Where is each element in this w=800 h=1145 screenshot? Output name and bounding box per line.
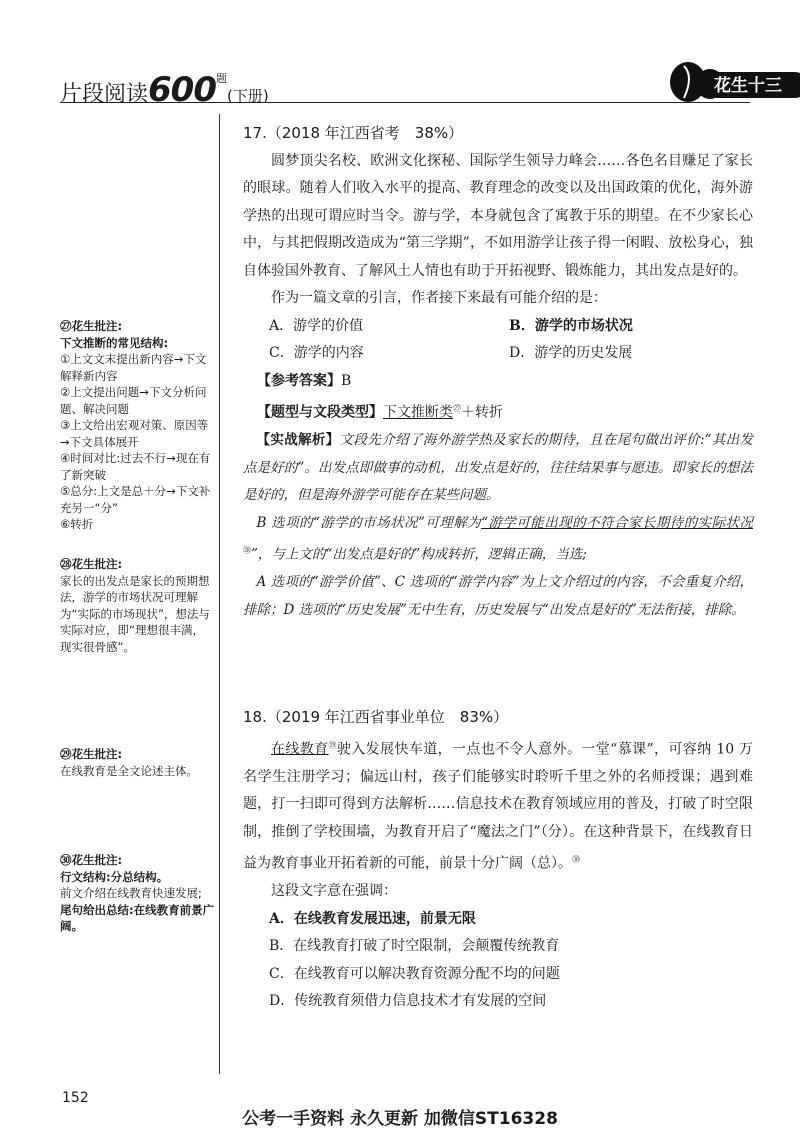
peanut-logo-icon	[660, 60, 800, 104]
side-note-30	[60, 852, 215, 935]
answer-line	[243, 368, 753, 396]
header-rule	[60, 102, 750, 103]
question-passage: 圆梦顶尖名校、欧洲文化探秘、国际学生领导力峰会……各色名目赚足了家长的眼球。随着人们收入水平的提高、教育理念的改变以及出国政策的优化，海外游学热的出现可谓应时当令。游与学，本身就包含了寓教于乐的期望。在不少家长心中，与其把假期改造成为“第三学期”，不如用游学让孩子得一闲暇、放松身心，独自体验国外教育、了解风土人情也有助于开拓视野、锻炼能力，其出发点是好的。	[243, 152, 753, 279]
question-heading: 17.（2018 年江西省考 38%）	[243, 124, 464, 142]
type-line	[243, 395, 753, 427]
question-18	[243, 704, 753, 1016]
analysis-3: A 选项的“游学价值”、C 选项的“游学内容”为上文介绍过的内容，不会重复介绍，排除；D 选项的“历史发展”无中生有，历史发展与“出发点是好的”无法衔接，排除。	[243, 574, 753, 618]
option-c: C．游学的内容	[269, 345, 364, 361]
option-a: A．游学的价值	[269, 317, 364, 334]
note-line: 行文结构:分总结构。	[60, 869, 169, 884]
note-line: 尾句给出总结:在线教育前景广阔。	[60, 902, 215, 933]
note-line: ①上文文末提出新内容→下文解释新内容	[60, 352, 207, 383]
option-c: C．在线教育可以解决教育资源分配不均的问题	[269, 965, 560, 982]
question-stem: 这段文字意在强调：	[271, 883, 397, 900]
note-marker: ㉘	[243, 546, 251, 556]
note-title: ㉙花生批注:	[60, 747, 123, 761]
note-title: ㉚花生批注:	[60, 853, 123, 867]
note-marker: ㉚	[572, 855, 580, 865]
book-title	[60, 70, 269, 110]
title-volume: (下册)	[227, 87, 269, 105]
note-line: 在线教育是全文论述主体。	[60, 763, 198, 778]
option-b: B．在线教育打破了时空限制，会颠覆传统教育	[269, 938, 560, 955]
type-label: 【题型与文段类型】	[257, 404, 383, 421]
note-line: ⑤总分:上文是总＋分→下文补充另一“分”	[60, 484, 211, 515]
option-d: D．传统教育须借力信息技术才有发展的空间	[269, 993, 547, 1010]
note-title: ㉗花生批注:	[60, 319, 123, 333]
page-number: 152	[62, 1090, 89, 1106]
note-line: 前文介绍在线教育快速发展;	[60, 886, 202, 900]
answer-value: B	[341, 372, 352, 389]
options-grid	[269, 313, 753, 368]
type-value: 下文推断类	[383, 404, 453, 421]
analysis-text: 文段先介绍了海外游学热及家长的期待，且在尾句做出评价:“其出发点是好的”。出发点即做事的动机，出发点是好的，往往结果事与愿违。即家长的想法是好的，但是海外游学可能存在某些问题。	[243, 432, 754, 504]
question-17	[243, 120, 753, 624]
analysis-underlined: “游学可能出现的不符合家长期待的实际状况	[481, 514, 753, 531]
title-number: 600	[148, 70, 216, 110]
title-prefix: 片段阅读	[60, 82, 149, 107]
passage-text: 驶入发展快车道，一点也不令人意外。一堂“慕课”，可容纳 10 万名学生注册学习；偏远山村，孩子们能够实时聆听千里之外的名师授课；遇到难题，打一扫即可得到方法解析……信息技术在教育领域应用的普及，打破了时空限制，推倒了学校围墙，为教育开启了“魔法之门”（分）。在这种背景下，在线教育日益为教育事业开拓着新的可能，前景十分广阔（总）。	[243, 741, 754, 872]
analysis-text: B 选项的“游学的市场状况”可理解为	[256, 514, 482, 531]
analysis-text: ”，与上文的“出发点是好的”构成转折，逻辑正确，当选;	[251, 546, 587, 563]
option-a: A．在线教育发展迅速，前景无限	[269, 910, 476, 927]
note-line: 下文推断的常见结构:	[60, 335, 169, 350]
note-line: ⑥转折	[60, 517, 94, 531]
note-line: 家长的出发点是家长的预期想法，游学的市场状况可理解为“实际的市场现状”，想法与实际对应，即“理想很丰满，现实很骨感”。	[60, 573, 210, 654]
question-heading: 18.（2019 年江西省事业单位 83%）	[243, 708, 509, 726]
note-line: ②上文提出问题→下文分析问题、解决问题	[60, 385, 207, 416]
analysis-label: 【实战解析】	[256, 432, 340, 449]
answer-label: 【参考答案】	[257, 372, 341, 389]
margin-divider	[219, 114, 220, 1074]
page-header	[60, 64, 782, 110]
note-line: ④时间对比:过去不行→现在有了新突破	[60, 451, 211, 482]
title-suffix: 题	[216, 72, 227, 85]
analysis-2	[243, 510, 753, 570]
option-d: D．游学的历史发展	[509, 345, 633, 361]
option-b: B．游学的市场状况	[509, 317, 633, 334]
note-marker: ㉗	[453, 404, 461, 413]
brand-text: 花生十三	[714, 76, 782, 96]
note-marker: ㉙	[328, 740, 337, 750]
side-note-29	[60, 746, 215, 779]
question-passage	[243, 732, 753, 879]
passage-subject: 在线教育	[271, 741, 329, 758]
question-stem: 作为一篇文章的引言，作者接下来最有可能介绍的是：	[271, 290, 607, 306]
analysis-1	[243, 427, 753, 510]
page-footer: 公考一手资料 永久更新 加微信ST16328	[242, 1109, 558, 1129]
side-note-27	[60, 318, 215, 533]
note-line: ③上文给出宏观对策、原因等→下文具体展开	[60, 418, 209, 449]
side-note-28	[60, 556, 215, 655]
type-suffix: ＋转折	[461, 404, 503, 421]
options-list	[269, 906, 753, 1016]
note-title: ㉘花生批注:	[60, 557, 123, 571]
